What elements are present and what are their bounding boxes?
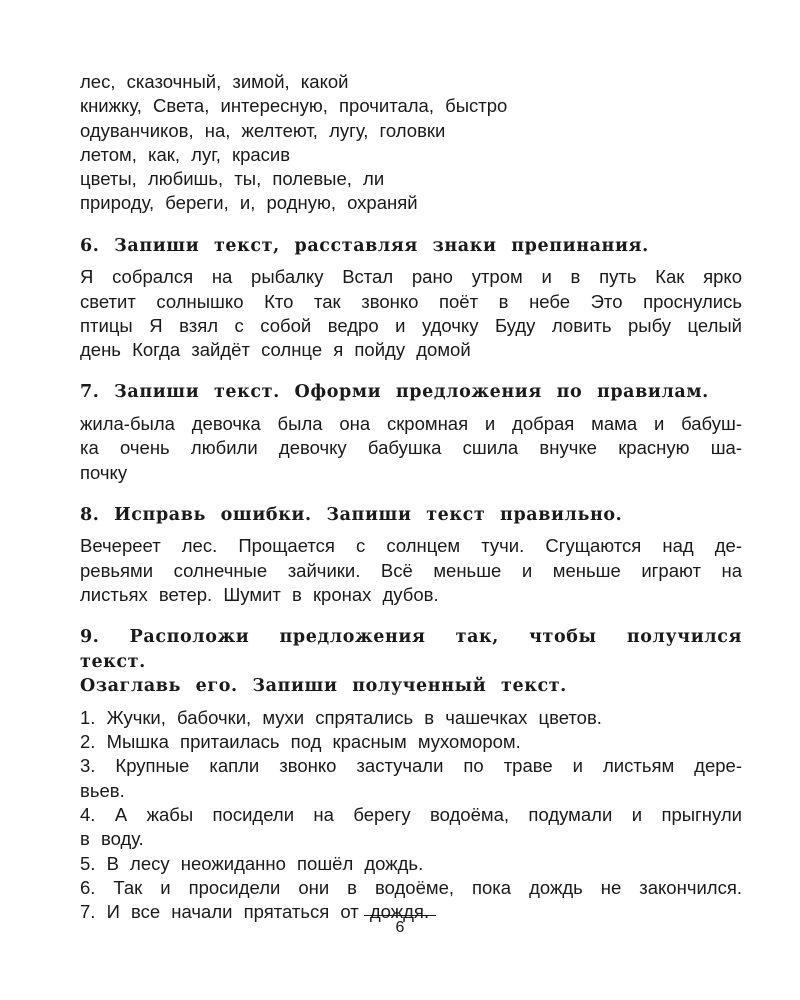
list-item: вьев.: [80, 779, 125, 801]
page-footer: [0, 915, 800, 938]
task-6-text: [80, 265, 742, 362]
task-8-text: [80, 534, 742, 607]
task-7-line: жила-была девочка была она скромная и добрая мама и бабуш-: [80, 412, 742, 434]
task-8: [80, 503, 742, 607]
task-8-line: Вечереет лес. Прощается с солнцем тучи. Сгущаются над де-: [80, 535, 742, 557]
task-6-line: светит солнышко Кто так звонко поёт в небе Это проснулись: [80, 290, 742, 312]
task-9-heading: 9. Расположи предложения так, чтобы получился текст.: [80, 627, 742, 672]
task-8-line: листьях ветер. Шумит в кронах дубов.: [80, 583, 439, 605]
workbook-page: [80, 70, 742, 924]
list-item: в воду.: [80, 828, 144, 850]
task-9-heading-continued: Озаглавь его. Запиши полученный текст.: [80, 676, 567, 697]
task-7-line: ка очень любили девочку бабушка сшила внучке красную ша-: [80, 437, 742, 459]
task-7: [80, 380, 742, 484]
task-7-text: [80, 412, 742, 485]
list-item: 1. Жучки, бабочки, мухи спрятались в чашечках цветов.: [80, 706, 602, 728]
list-item: 5. В лесу неожиданно пошёл дождь.: [80, 852, 424, 874]
task-6-line: птицы Я взял с собой ведро и удочку Буду ловить рыбу целый: [80, 314, 742, 336]
task-8-heading: 8. Исправь ошибки. Запиши текст правильно.: [80, 504, 623, 525]
page-number: 6: [395, 919, 405, 936]
word-group-line: цветы, любишь, ты, полевые, ли: [80, 168, 385, 190]
word-group-line: летом, как, луг, красив: [80, 143, 291, 165]
task-6-line: день Когда зайдёт солнце я пойду домой: [80, 339, 471, 361]
list-item: 4. А жабы посидели на берегу водоёма, подумали и прыгнули: [80, 803, 742, 825]
task-7-line: почку: [80, 461, 128, 483]
list-item: 6. Так и просидели они в водоёме, пока дождь не закончился.: [80, 876, 742, 898]
footer-rule: [364, 915, 436, 916]
task-9-list: [80, 706, 742, 925]
task-6-heading: 6. Запиши текст, расставляя знаки препинания.: [80, 235, 649, 256]
task-6-line: Я собрался на рыбалку Встал рано утром и в путь Как ярко: [80, 266, 742, 288]
list-item: 3. Крупные капли звонко застучали по траве и листьям дере-: [80, 755, 742, 777]
word-group-line: природу, береги, и, родную, охраняй: [80, 192, 418, 214]
task-7-heading: 7. Запиши текст. Оформи предложения по правилам.: [80, 382, 709, 403]
task-9: [80, 625, 742, 924]
word-group-line: одуванчиков, на, желтеют, лугу, головки: [80, 119, 446, 141]
list-item: 2. Мышка притаилась под красным мухомором.: [80, 731, 521, 753]
word-group-line: книжку, Света, интересную, прочитала, быстро: [80, 95, 508, 117]
list-item: 7. И все начали прятаться от дождя.: [80, 901, 430, 923]
task-6: [80, 234, 742, 363]
task-8-line: ревьями солнечные зайчики. Всё меньше и меньше играют на: [80, 559, 742, 581]
word-groups: [80, 70, 742, 216]
word-group-line: лес, сказочный, зимой, какой: [80, 71, 349, 92]
